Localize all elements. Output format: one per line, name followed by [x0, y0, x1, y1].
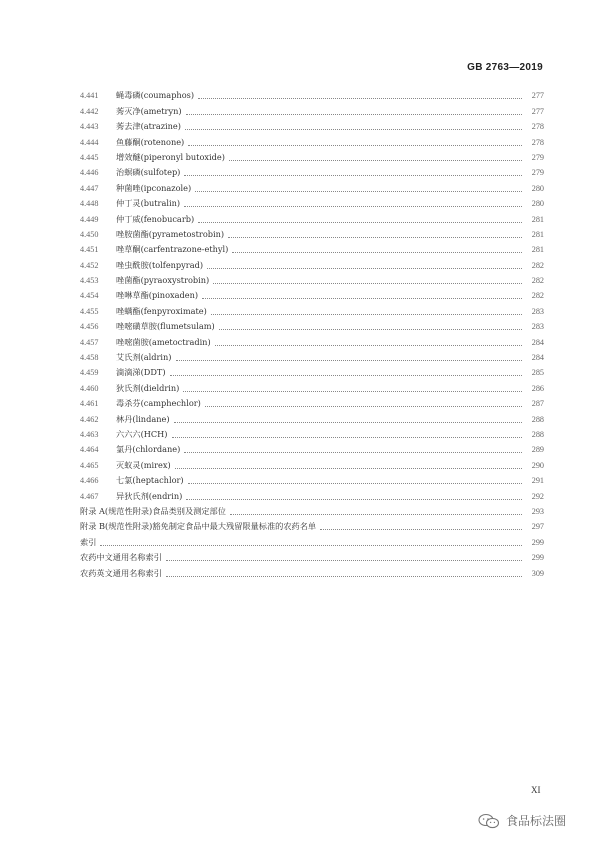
toc-entry	[80, 86, 544, 101]
toc-entry-page: 280	[531, 183, 544, 193]
toc-dot-leader	[174, 422, 522, 423]
toc-entry-title: 滴滴涕(DDT)	[116, 367, 166, 378]
toc-entry-title: 莠去津(atrazine)	[116, 121, 181, 132]
toc-entry-number: 4.456	[80, 322, 99, 332]
toc-entry-title: 仲丁灵(butralin)	[116, 198, 181, 209]
toc-entry-number: 4.447	[80, 183, 99, 193]
toc-entry-title: 唑嘧磺草胺(flumetsulam)	[116, 321, 215, 332]
toc-entry-number: 4.454	[80, 291, 99, 301]
toc-entry-number: 4.453	[80, 276, 99, 286]
toc-entry-page: 282	[531, 260, 544, 270]
toc-entry	[80, 301, 544, 316]
toc-entry	[80, 132, 544, 147]
toc-entry-title: 氯丹(chlordane)	[116, 444, 181, 455]
toc-entry-page: 309	[531, 568, 544, 578]
toc-dot-leader	[186, 499, 522, 500]
toc-entry	[80, 455, 544, 470]
toc-entry-page: 287	[531, 399, 544, 409]
toc-entry-title: 莠灭净(ametryn)	[116, 105, 182, 116]
toc-dot-leader	[166, 576, 522, 577]
toc-entry-page: 277	[531, 106, 544, 116]
toc-entry-title: 农药中文通用名称索引	[80, 552, 162, 563]
toc-dot-leader	[183, 391, 522, 392]
toc-entry-title: 唑胺菌酯(pyrametostrobin)	[116, 228, 225, 239]
toc-entry-page: 279	[531, 168, 544, 178]
toc-entry	[80, 194, 544, 209]
toc-entry	[80, 286, 544, 301]
toc-entry-title: 索引	[80, 536, 97, 547]
toc-entry-title: 林丹(lindane)	[116, 413, 170, 424]
toc-entry	[80, 363, 544, 378]
page-number: XI	[531, 785, 541, 795]
toc-dot-leader	[230, 514, 522, 515]
toc-entry-page: 278	[531, 137, 544, 147]
toc-dot-leader	[228, 237, 522, 238]
toc-entry	[80, 517, 544, 532]
toc-dot-leader	[219, 329, 522, 330]
toc-dot-leader	[205, 406, 522, 407]
toc-entry-page: 288	[531, 414, 544, 424]
toc-entry	[80, 348, 544, 363]
toc-entry	[80, 563, 544, 578]
toc-dot-leader	[232, 252, 522, 253]
toc-entry-page: 282	[531, 276, 544, 286]
toc-entry-page: 283	[531, 306, 544, 316]
toc-dot-leader	[184, 206, 522, 207]
toc-entry	[80, 548, 544, 563]
toc-entry-page: 283	[531, 322, 544, 332]
toc-entry-number: 4.465	[80, 460, 99, 470]
toc-entry-page: 278	[531, 122, 544, 132]
toc-entry	[80, 486, 544, 501]
toc-entry	[80, 471, 544, 486]
toc-dot-leader	[176, 360, 523, 361]
toc-entry-title: 唑虫酰胺(tolfenpyrad)	[116, 259, 204, 270]
toc-entry-page: 297	[531, 522, 544, 532]
toc-entry	[80, 101, 544, 116]
toc-entry-page: 290	[531, 460, 544, 470]
toc-dot-leader	[215, 345, 522, 346]
toc-dot-leader	[166, 560, 522, 561]
toc-dot-leader	[202, 298, 522, 299]
toc-entry-number: 4.463	[80, 429, 99, 439]
toc-entry	[80, 178, 544, 193]
standard-code: GB 2763—2019	[467, 62, 543, 73]
toc-entry-title: 唑嘧菌胺(ametoctradin)	[116, 336, 211, 347]
toc-entry-title: 唑螨酯(fenpyroximate)	[116, 305, 207, 316]
toc-entry	[80, 332, 544, 347]
toc-entry-number: 4.449	[80, 214, 99, 224]
toc-entry-number: 4.466	[80, 476, 99, 486]
toc-entry	[80, 255, 544, 270]
toc-entry-number: 4.445	[80, 152, 99, 162]
toc-entry	[80, 163, 544, 178]
toc-entry-title: 鱼藤酮(rotenone)	[116, 136, 185, 147]
toc-entry-number: 4.443	[80, 122, 99, 132]
toc-entry	[80, 378, 544, 393]
toc-entry-number: 4.462	[80, 414, 99, 424]
toc-entry-title: 增效醚(piperonyl butoxide)	[116, 151, 225, 162]
toc-entry-title: 仲丁威(fenobucarb)	[116, 213, 195, 224]
toc-entry-page: 284	[531, 337, 544, 347]
toc-entry-number: 4.458	[80, 353, 99, 363]
toc-entry-title: 狄氏剂(dieldrin)	[116, 382, 180, 393]
toc-dot-leader	[188, 483, 522, 484]
toc-dot-leader	[213, 283, 522, 284]
toc-entry	[80, 117, 544, 132]
toc-entry	[80, 394, 544, 409]
toc-dot-leader	[184, 175, 522, 176]
toc-entry-number: 4.452	[80, 260, 99, 270]
toc-entry-number: 4.446	[80, 168, 99, 178]
toc-entry-number: 4.461	[80, 399, 99, 409]
toc-entry-page: 280	[531, 199, 544, 209]
toc-entry-number: 4.451	[80, 245, 99, 255]
toc-entry	[80, 532, 544, 547]
toc-entry-title: 唑菌酯(pyraoxystrobin)	[116, 275, 210, 286]
watermark	[478, 812, 566, 829]
toc-entry-page: 285	[531, 368, 544, 378]
toc-entry	[80, 317, 544, 332]
toc-entry-title: 灭蚁灵(mirex)	[116, 459, 171, 470]
toc-dot-leader	[198, 222, 522, 223]
watermark-text: 食品标法圈	[506, 814, 567, 828]
toc-entry	[80, 225, 544, 240]
toc-entry-page: 284	[531, 353, 544, 363]
toc-entry	[80, 409, 544, 424]
toc-dot-leader	[170, 375, 522, 376]
toc-entry-page: 291	[531, 476, 544, 486]
toc-entry-number: 4.455	[80, 306, 99, 316]
toc-entry-page: 292	[531, 491, 544, 501]
toc-entry-page: 282	[531, 291, 544, 301]
toc-entry	[80, 425, 544, 440]
toc-entry	[80, 148, 544, 163]
toc-entry-page: 288	[531, 429, 544, 439]
toc-entry	[80, 502, 544, 517]
table-of-contents	[80, 86, 544, 579]
toc-entry	[80, 209, 544, 224]
toc-dot-leader	[100, 545, 522, 546]
toc-entry-title: 七氯(heptachlor)	[116, 475, 184, 486]
toc-entry-page: 279	[531, 152, 544, 162]
toc-entry-number: 4.450	[80, 229, 99, 239]
toc-entry-title: 唑草酮(carfentrazone-ethyl)	[116, 244, 229, 255]
toc-entry-number: 4.457	[80, 337, 99, 347]
toc-entry-title: 种菌唑(ipconazole)	[116, 182, 192, 193]
toc-dot-leader	[229, 160, 522, 161]
toc-dot-leader	[207, 268, 522, 269]
toc-entry-page: 289	[531, 445, 544, 455]
toc-dot-leader	[320, 529, 522, 530]
toc-entry-title: 附录 A(规范性附录)食品类别及测定部位	[80, 505, 226, 516]
toc-entry-page: 293	[531, 506, 544, 516]
toc-entry-page: 299	[531, 537, 544, 547]
wechat-icon	[478, 813, 500, 829]
toc-dot-leader	[186, 114, 522, 115]
toc-entry-page: 281	[531, 245, 544, 255]
toc-entry-number: 4.448	[80, 199, 99, 209]
toc-entry-number: 4.467	[80, 491, 99, 501]
toc-entry-title: 毒杀芬(camphechlor)	[116, 398, 201, 409]
toc-entry-number: 4.464	[80, 445, 99, 455]
toc-dot-leader	[195, 191, 522, 192]
toc-dot-leader	[175, 468, 522, 469]
toc-entry-number: 4.442	[80, 106, 99, 116]
toc-entry-title: 附录 B(规范性附录)豁免制定食品中最大残留限量标准的农药名单	[80, 521, 317, 532]
toc-entry	[80, 440, 544, 455]
toc-entry-title: 农药英文通用名称索引	[80, 567, 162, 578]
toc-entry-page: 286	[531, 383, 544, 393]
toc-entry-number: 4.460	[80, 383, 99, 393]
toc-entry-page: 277	[531, 91, 544, 101]
toc-entry-title: 艾氏剂(aldrin)	[116, 352, 172, 363]
toc-entry-title: 六六六(HCH)	[116, 428, 168, 439]
toc-entry-title: 蝇毒磷(coumaphos)	[116, 90, 195, 101]
toc-entry-page: 281	[531, 214, 544, 224]
toc-entry	[80, 271, 544, 286]
toc-dot-leader	[172, 437, 523, 438]
toc-entry-number: 4.459	[80, 368, 99, 378]
toc-dot-leader	[185, 129, 522, 130]
toc-dot-leader	[211, 314, 522, 315]
toc-entry-page: 299	[531, 553, 544, 563]
toc-entry-number: 4.441	[80, 91, 99, 101]
toc-dot-leader	[188, 145, 522, 146]
toc-dot-leader	[184, 452, 522, 453]
toc-entry-title: 唑啉草酯(pinoxaden)	[116, 290, 199, 301]
toc-entry-title: 异狄氏剂(endrin)	[116, 490, 183, 501]
toc-entry	[80, 240, 544, 255]
toc-entry-page: 281	[531, 229, 544, 239]
toc-entry-title: 治螟磷(sulfotep)	[116, 167, 181, 178]
toc-entry-number: 4.444	[80, 137, 99, 147]
toc-dot-leader	[198, 98, 522, 99]
